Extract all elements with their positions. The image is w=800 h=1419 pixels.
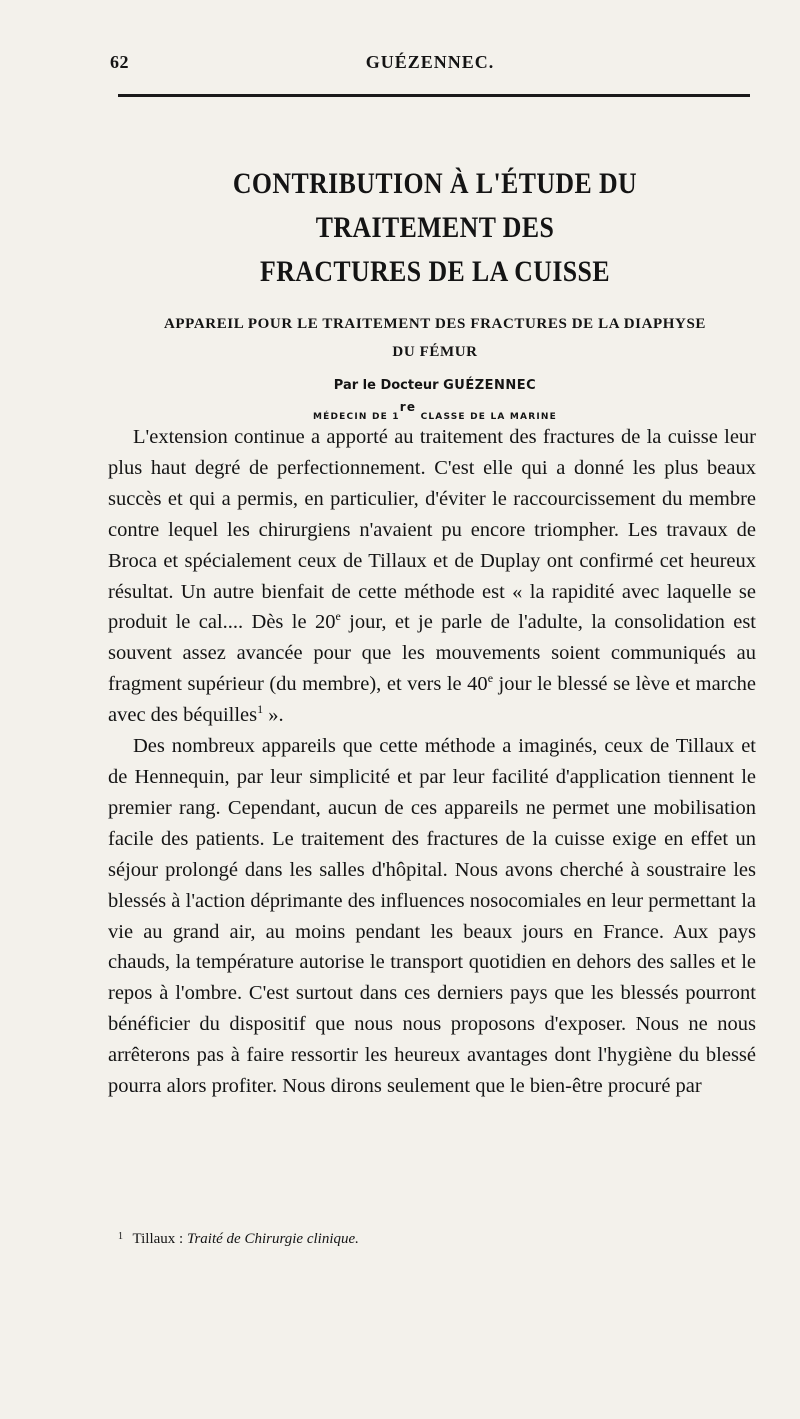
article-subtitle <box>110 310 760 366</box>
paragraph-1-part-a: L'extension continue a apporté au traitement des fractures de la cuisse leur plus haut degré de perfectionnement. C'est elle qui a donné les plus beaux succès et qui a permis, en particulier, d'éviter le raccourcissement du membre contre lequel les chirurgiens n'avaient pu encore triompher. Les travaux de Broca et spécialement ceux de Tillaux et de Duplay ont confirmé cet heureux résultat. Un autre bienfait de cette méthode est « la rapidité avec laquelle se produit le cal.... Dès le 20 <box>108 426 756 634</box>
article-heading <box>110 162 760 422</box>
article-title-line-2: FRACTURES DE LA CUISSE <box>260 255 610 288</box>
author-rank-part-1: MÉDECIN DE 1 <box>313 412 400 422</box>
author-prefix: Par le Docteur <box>333 378 439 393</box>
article-subtitle-line-1: APPAREIL POUR LE TRAITEMENT DES FRACTURES DE LA DIAPHYSE <box>163 316 707 332</box>
header-rule <box>118 94 750 97</box>
footnote <box>118 1226 748 1250</box>
article-title <box>156 162 715 294</box>
article-title-line-1: CONTRIBUTION À L'ÉTUDE DU TRAITEMENT DES <box>232 167 638 244</box>
author-rank-superscript: re <box>399 400 417 414</box>
ordinal-superscript-20: e <box>335 609 341 624</box>
author-line <box>110 378 760 393</box>
running-title: GUÉZENNEC. <box>365 52 495 72</box>
author-rank-part-2: CLASSE DE LA MARINE <box>416 412 557 422</box>
running-head <box>110 52 750 78</box>
body-text <box>108 422 756 1102</box>
paragraph-2: Des nombreux appareils que cette méthode a imaginés, ceux de Tillaux et de Hennequin, par leur simplicité et par leur facilité d'application tiennent le premier rang. Cependant, aucun de ces appareils ne permet une mobilisation facile des patients. Le traitement des fractures de la cuisse exige en effet un séjour prolongé dans les salles d'hôpital. Nous avons cherché à soustraire les blessés à l'action déprimante des influences nosocomiales en leur permettant la vie au grand air, au moins pendant les beaux jours en France. Aux pays chauds, la température autorise le transport quotidien en dehors des salles et le repos à l'ombre. C'est surtout dans ces derniers pays que les blessés pourront bénéficier du dispositif que nous nous proposons d'exposer. Nous ne nous arrêterons pas à faire ressortir les heureux avantages dont l'hygiène du blessé pourra alors profiter. Nous dirons seulement que le bien-être procuré par <box>108 735 756 1098</box>
footnote-work: Traité de Chirurgie clinique. <box>186 1231 359 1247</box>
author-name: GUÉZENNEC <box>443 378 537 393</box>
article-subtitle-line-2: DU FÉMUR <box>392 344 478 360</box>
author-rank <box>110 400 760 422</box>
paragraph-1-part-b: jour, et je parle de l'adulte, la consolidation est souvent assez avancée pour que les mouvements soient communiqués au fragment supérieur (du membre), et vers le 40 <box>108 611 756 696</box>
footnote-reference: 1 <box>257 702 264 717</box>
paragraph-1-part-d: ». <box>263 704 284 727</box>
ordinal-superscript-40: e <box>487 671 494 686</box>
paragraph-1-part-c: jour le blessé se lève et marche avec des béquilles <box>108 673 756 727</box>
footnote-marker: 1 <box>118 1231 123 1242</box>
page-number: 62 <box>110 52 129 72</box>
footnote-author: Tillaux : <box>132 1231 184 1247</box>
paragraph-1 <box>108 422 756 731</box>
